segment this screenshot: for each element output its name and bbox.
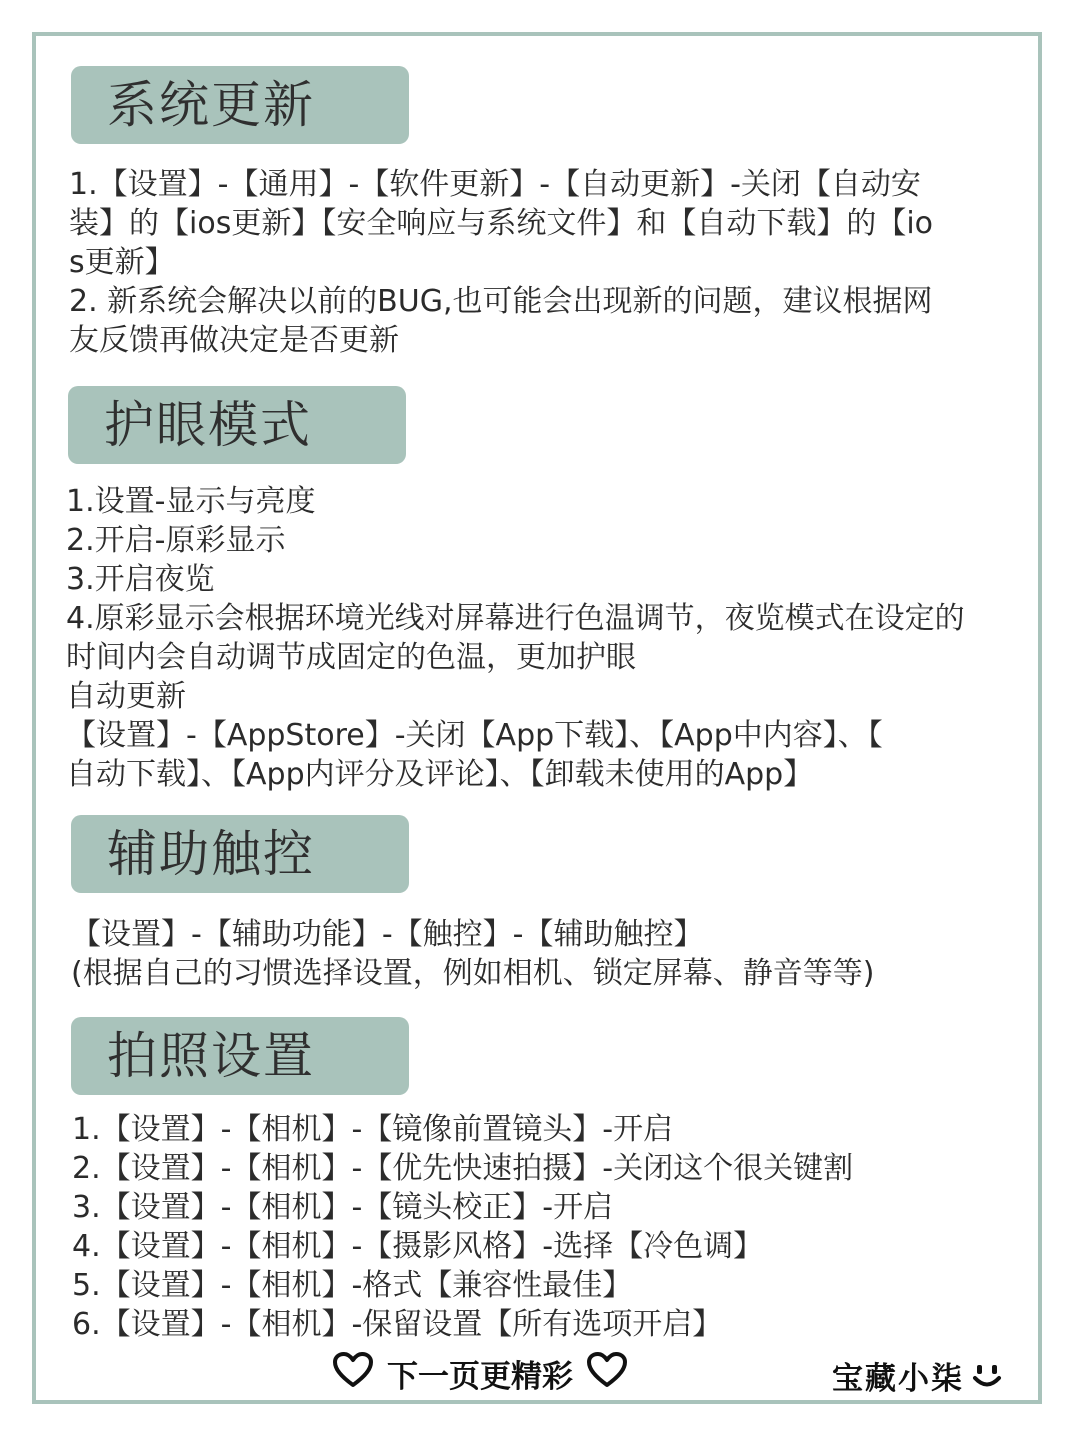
body-line: 时间内会自动调节成固定的色温，更加护眼: [66, 640, 636, 675]
section-body-eye-care: [66, 482, 965, 794]
body-line: 2. 新系统会解决以前的BUG,也可能会出现新的问题，建议根据网: [69, 284, 933, 319]
body-line: 1.【设置】-【相机】-【镜像前置镜头】-开启: [72, 1112, 674, 1147]
body-line: 1.【设置】-【通用】-【软件更新】-【自动更新】-关闭【自动安: [69, 167, 921, 202]
body-line: 1.设置-显示与亮度: [66, 484, 316, 519]
body-line: 自动更新: [66, 679, 186, 714]
body-line: 【设置】-【辅助功能】-【触控】-【辅助触控】: [71, 917, 704, 952]
body-line: s更新】: [69, 245, 175, 280]
body-line: 友反馈再做决定是否更新: [69, 323, 399, 358]
body-line: 自动下载】、【App内评分及评论】、【卸载未使用的App】: [66, 757, 814, 792]
author-signature: [832, 1356, 1002, 1404]
body-line: 2.【设置】-【相机】-【优先快速拍摄】-关闭这个很关键割: [72, 1151, 854, 1186]
section-title-system-update: 系统更新: [71, 66, 409, 144]
body-line: 3.开启夜览: [66, 562, 215, 597]
body-line: 4.原彩显示会根据环境光线对屏幕进行色温调节，夜览模式在设定的: [66, 601, 965, 636]
heart-outline-icon: [587, 1352, 627, 1401]
author-name: 宝藏小柒: [832, 1361, 964, 1397]
section-body-camera-settings: [72, 1110, 853, 1344]
body-line: 装】的【ios更新】【安全响应与系统文件】和【自动下载】的【io: [69, 206, 934, 241]
section-title-camera-settings: 拍照设置: [71, 1017, 409, 1095]
body-line: 5.【设置】-【相机】-格式【兼容性最佳】: [72, 1268, 633, 1303]
body-line: 3.【设置】-【相机】-【镜头校正】-开启: [72, 1190, 614, 1225]
footer-next-page: [333, 1352, 627, 1401]
body-line: 6.【设置】-【相机】-保留设置【所有选项开启】: [72, 1307, 723, 1342]
section-body-assistive-touch: [71, 915, 874, 993]
section-title-assistive-touch: 辅助触控: [71, 815, 409, 893]
body-line: 2.开启-原彩显示: [66, 523, 286, 558]
section-title-eye-care: 护眼模式: [68, 386, 406, 464]
body-line: 【设置】-【AppStore】-关闭【App下载】、【App中内容】、【: [66, 718, 883, 753]
body-line: 4.【设置】-【相机】-【摄影风格】-选择【冷色调】: [72, 1229, 764, 1264]
heart-outline-icon: [333, 1352, 373, 1401]
body-line: (根据自己的习惯选择设置，例如相机、锁定屏幕、静音等等): [71, 956, 875, 991]
smile-icon: [972, 1358, 1002, 1404]
section-body-system-update: [69, 165, 933, 360]
next-page-text: 下一页更精彩: [387, 1358, 573, 1395]
